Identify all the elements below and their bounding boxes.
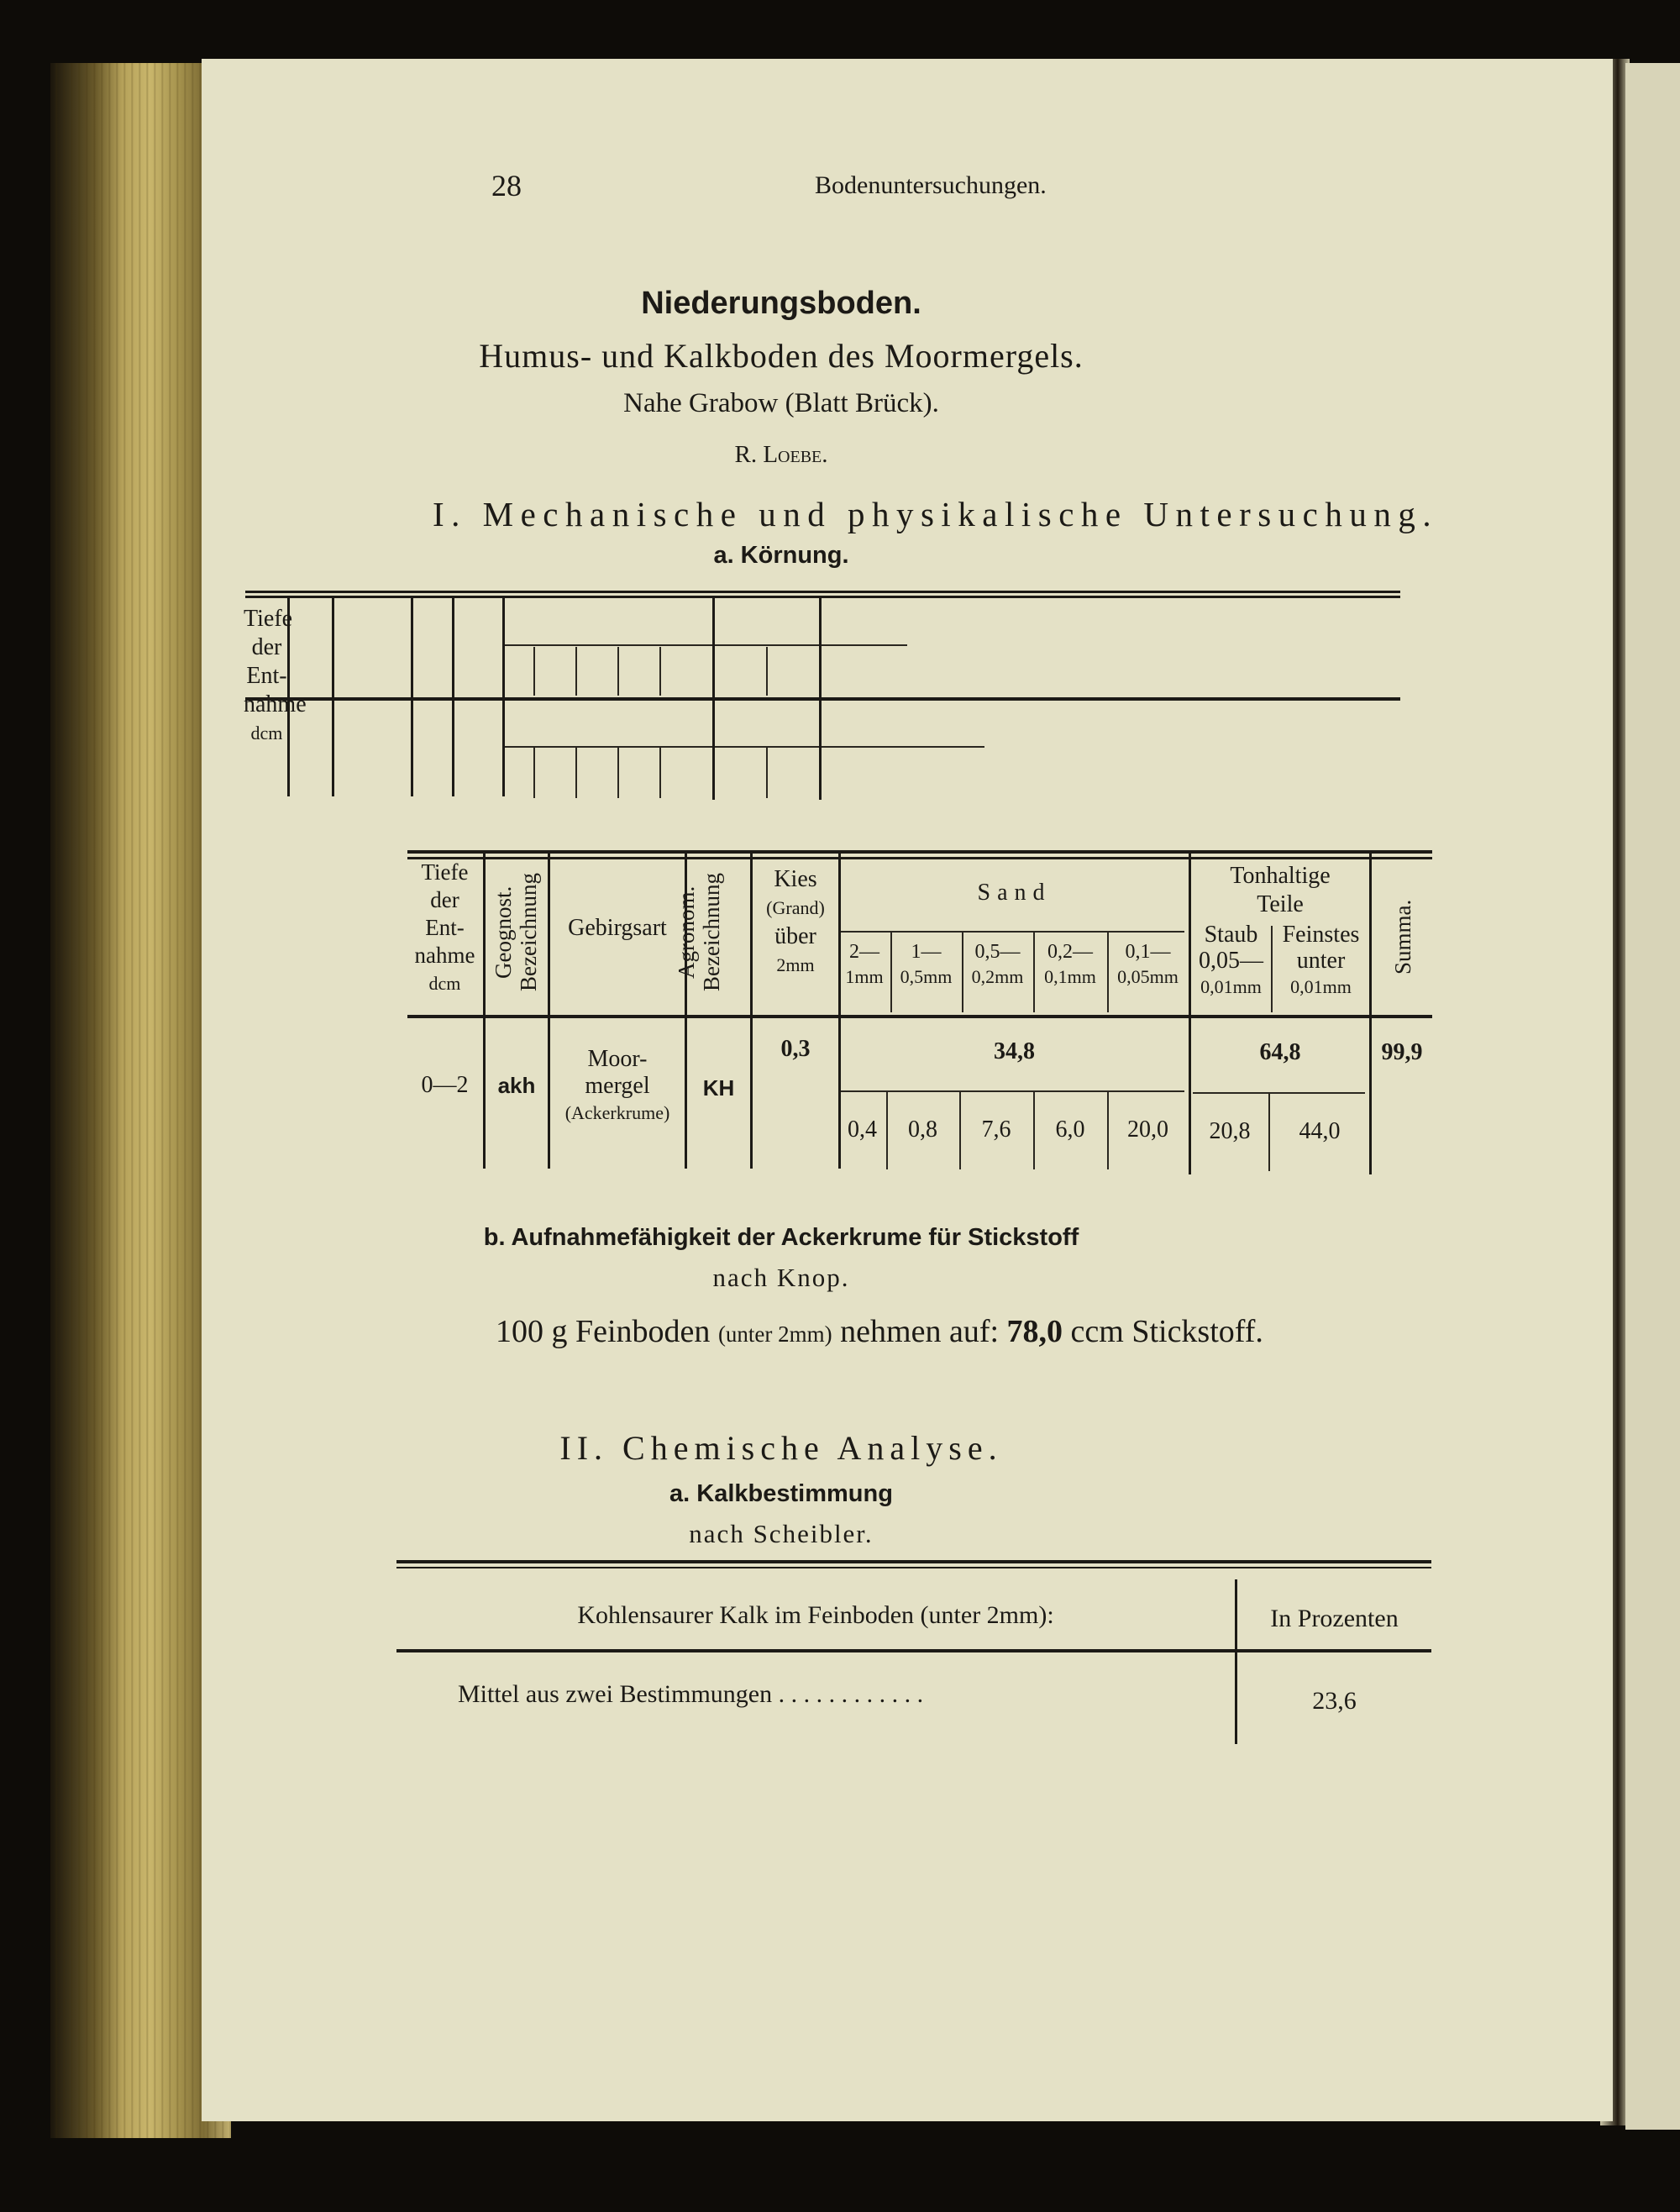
header-sand: Sand	[977, 880, 1052, 906]
header-staub: Staub 0,05— 0,01mm	[1199, 922, 1263, 997]
row-kies: 0,3	[780, 1036, 811, 1062]
nitrogen-line: 100 g Feinboden (unter 2mm) nehmen auf: 78,0 ccm Stickstoff.	[496, 1314, 1263, 1349]
header-agronom: Agronom. Bezeichnung	[674, 873, 724, 992]
header-tiefe: Tiefe der Ent- nahme dcm	[414, 859, 475, 994]
row-sand-value: 7,6	[981, 1117, 1011, 1143]
row-sand-value: 6,0	[1055, 1117, 1085, 1143]
section1-heading: I. Mechanische und physikalische Untersuchung.	[433, 495, 1439, 533]
row-sand-value: 20,0	[1127, 1117, 1168, 1143]
header-summa: Summa.	[1390, 899, 1415, 975]
row-staub: 20,8	[1209, 1118, 1251, 1144]
header-gebirgsart: Gebirgsart	[568, 915, 667, 941]
facing-page	[1625, 63, 1680, 2130]
row-tiefe: 0—2	[421, 1072, 469, 1098]
section1-sub-b-method: nach Knop.	[712, 1263, 850, 1292]
header-sand-01-005: 0,1— 0,05mm	[1117, 941, 1179, 987]
row-sand-value: 0,8	[908, 1117, 937, 1143]
header-sand-2-1: 2— 1mm	[845, 941, 884, 987]
kalk-row-value: 23,6	[1312, 1687, 1357, 1715]
row-gebirgsart: Moor- mergel (Ackerkrume)	[564, 1046, 670, 1123]
section1-sub-a: a. Körnung.	[713, 542, 849, 569]
row-ton-total: 64,8	[1259, 1039, 1301, 1065]
page-number: 28	[491, 169, 522, 202]
kalk-col-percent: In Prozenten	[1270, 1605, 1399, 1632]
header-geognost: Geognost. Bezeichnung	[491, 873, 541, 992]
header-tonhaltige: Tonhaltige Teile	[1230, 863, 1331, 917]
row-agronom: KH	[702, 1075, 735, 1101]
header-kies: Kies (Grand) über 2mm	[766, 866, 825, 975]
section1-sub-b: b. Aufnahmefähigkeit der Ackerkrume für Stickstoff	[483, 1224, 1079, 1251]
section2-method: nach Scheibler.	[689, 1519, 874, 1548]
header-sand-1-05: 1— 0,5mm	[900, 941, 953, 987]
section2-sub-a: a. Kalkbestimmung	[669, 1480, 893, 1507]
kalk-row-label: Mittel aus zwei Bestimmungen . . . . . . . . . . . .	[458, 1680, 924, 1708]
row-feinstes: 44,0	[1299, 1118, 1341, 1144]
location-line: Nahe Grabow (Blatt Brück).	[623, 388, 939, 418]
row-summa: 99,9	[1381, 1039, 1423, 1065]
running-title: Bodenuntersuchungen.	[815, 171, 1047, 199]
header-sand-02-01: 0,2— 0,1mm	[1044, 941, 1096, 987]
page-title: Niederungsboden.	[641, 286, 921, 321]
header-sand-05-02: 0,5— 0,2mm	[971, 941, 1024, 987]
kalk-col-header: Kohlensaurer Kalk im Feinboden (unter 2mm):	[577, 1601, 1054, 1629]
row-sand-total: 34,8	[994, 1038, 1035, 1064]
subtitle: Humus- und Kalkboden des Moormergels.	[479, 337, 1084, 375]
header-tiefe: Tiefe der Ent- nahme dcm	[244, 606, 307, 743]
row-sand-value: 0,4	[848, 1117, 877, 1143]
author-line: R. Loebe.	[734, 441, 828, 468]
section2-heading: II. Chemische Analyse.	[559, 1429, 1003, 1467]
row-geognost: akh	[497, 1073, 536, 1098]
header-feinstes: Feinstes unter 0,01mm	[1282, 922, 1360, 997]
